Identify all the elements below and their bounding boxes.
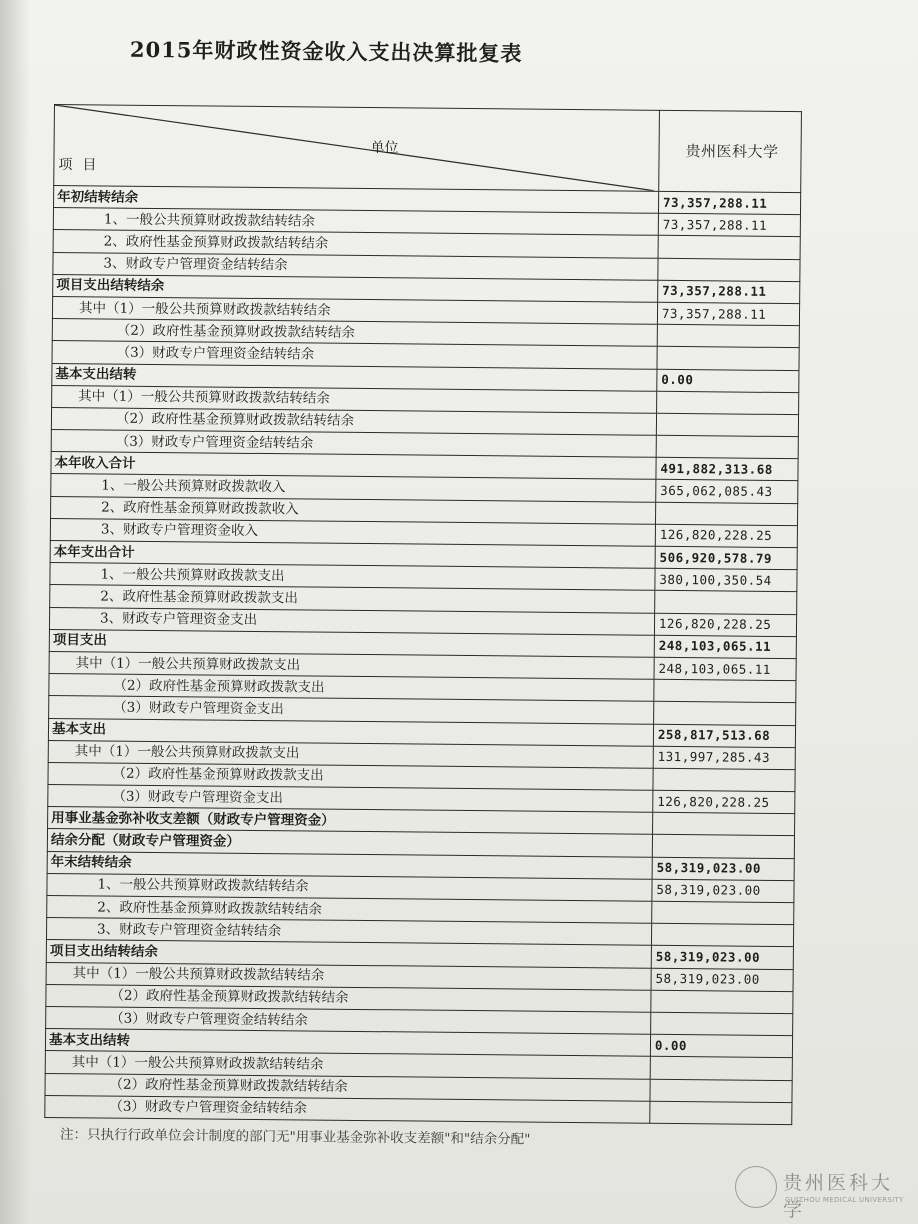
row-label: （2）政府性基金预算财政拨款支出 <box>49 674 654 702</box>
row-label: 年初结转结余 <box>54 186 659 214</box>
row-value <box>657 347 799 371</box>
row-label: 3、财政专户管理资金支出 <box>49 607 654 635</box>
row-label: 项目支出结转结余 <box>46 940 651 968</box>
row-label: 用事业基金弥补收支差额（财政专户管理资金） <box>48 807 653 835</box>
row-value <box>653 702 795 726</box>
page-title: 2015年财政性资金收入支出决算批复表 <box>129 36 523 66</box>
row-label: （2）政府性基金预算财政拨款结转结余 <box>52 319 657 347</box>
row-label: 1、一般公共预算财政拨款结转结余 <box>47 873 652 901</box>
row-value <box>653 768 795 792</box>
row-label: （2）政府性基金预算财政拨款支出 <box>48 762 653 790</box>
budget-table-wrapper <box>44 104 802 1125</box>
header-item-label: 项目 <box>58 157 107 174</box>
row-value: 0.00 <box>650 1034 792 1058</box>
watermark-name: 贵州医科大学 <box>783 1172 894 1221</box>
row-label: 其中（1）一般公共预算财政拨款支出 <box>49 651 654 679</box>
row-value: 380,100,350.54 <box>655 568 797 592</box>
row-value <box>652 901 794 925</box>
row-label: （3）财政专户管理资金结转结余 <box>51 430 656 458</box>
row-label: （2）政府性基金预算财政拨款结转结余 <box>45 1073 650 1101</box>
row-label: 项目支出结转结余 <box>53 274 658 302</box>
row-value: 126,820,228.25 <box>654 613 796 637</box>
row-value <box>652 835 794 859</box>
row-value <box>656 391 798 415</box>
footnote: 注：只执行行政单位会计制度的部门无"用事业基金弥补收支差额"和"结余分配" <box>59 1126 531 1148</box>
row-value: 73,357,288.11 <box>657 302 799 326</box>
row-value <box>652 813 794 837</box>
row-label: （3）财政专户管理资金支出 <box>48 785 653 813</box>
row-value <box>650 1079 792 1103</box>
row-value: 126,820,228.25 <box>653 790 795 814</box>
row-value <box>656 435 798 459</box>
budget-table <box>44 104 802 1125</box>
header-diagonal-line <box>54 105 655 191</box>
row-label: 其中（1）一般公共预算财政拨款结转结余 <box>52 385 657 413</box>
row-value <box>650 1057 792 1081</box>
table-body <box>45 186 801 1125</box>
row-value: 0.00 <box>657 369 799 393</box>
row-value: 58,319,023.00 <box>651 968 793 992</box>
row-label: 2、政府性基金预算财政拨款结转结余 <box>47 895 652 923</box>
row-value <box>651 990 793 1014</box>
row-value <box>650 1101 792 1125</box>
row-label: 1、一般公共预算财政拨款收入 <box>51 474 656 502</box>
row-value: 58,319,023.00 <box>652 879 794 903</box>
row-label: 1、一般公共预算财政拨款结转结余 <box>53 208 658 236</box>
row-label: 其中（1）一般公共预算财政拨款支出 <box>48 740 653 768</box>
row-label: 本年收入合计 <box>51 452 656 480</box>
row-label: 3、财政专户管理资金结转结余 <box>53 252 658 280</box>
header-unit-label: 单位 <box>370 140 399 157</box>
row-label: （2）政府性基金预算财政拨款结转结余 <box>51 407 656 435</box>
row-label: 其中（1）一般公共预算财政拨款结转结余 <box>46 962 651 990</box>
row-value: 73,357,288.11 <box>658 191 800 215</box>
row-label: 基本支出结转 <box>52 363 657 391</box>
row-label: 1、一般公共预算财政拨款支出 <box>50 563 655 591</box>
page-edge-shadow <box>0 0 30 1224</box>
row-value <box>655 502 797 526</box>
row-value <box>657 324 799 348</box>
row-value: 73,357,288.11 <box>658 280 800 304</box>
row-label: 本年支出合计 <box>50 540 655 568</box>
row-value: 58,319,023.00 <box>651 946 793 970</box>
row-value: 73,357,288.11 <box>658 213 800 237</box>
row-label: （2）政府性基金预算财政拨款结转结余 <box>46 984 651 1012</box>
row-label: 2、政府性基金预算财政拨款支出 <box>50 585 655 613</box>
row-value: 491,882,313.68 <box>656 458 798 482</box>
university-watermark <box>735 1162 905 1221</box>
row-label: 3、财政专户管理资金结转结余 <box>46 918 651 946</box>
row-value <box>651 1012 793 1036</box>
row-value <box>655 591 797 615</box>
row-value: 58,319,023.00 <box>652 857 794 881</box>
row-value <box>656 413 798 437</box>
row-label: 其中（1）一般公共预算财政拨款结转结余 <box>52 296 657 324</box>
row-value: 248,103,065.11 <box>654 635 796 659</box>
row-label: 年末结转结余 <box>47 851 652 879</box>
row-label: 2、政府性基金预算财政拨款结转结余 <box>53 230 658 258</box>
row-value: 506,920,578.79 <box>655 546 797 570</box>
row-label: 基本支出 <box>48 718 653 746</box>
row-label: （3）财政专户管理资金结转结余 <box>52 341 657 369</box>
row-label: （3）财政专户管理资金结转结余 <box>46 1006 651 1034</box>
table-header-row <box>54 105 802 193</box>
row-value <box>658 258 800 282</box>
row-label: 2、政府性基金预算财政拨款收入 <box>51 496 656 524</box>
row-label: 基本支出结转 <box>45 1029 650 1057</box>
row-label: 3、财政专户管理资金收入 <box>50 518 655 546</box>
row-value: 365,062,085.43 <box>656 480 798 504</box>
header-diagonal-cell <box>54 105 660 192</box>
row-value <box>651 923 793 947</box>
row-label: （3）财政专户管理资金支出 <box>49 696 654 724</box>
row-label: 其中（1）一般公共预算财政拨款结转结余 <box>45 1051 650 1079</box>
row-value: 126,820,228.25 <box>655 524 797 548</box>
row-value <box>658 236 800 260</box>
row-value: 248,103,065.11 <box>654 657 796 681</box>
row-value: 131,997,285.43 <box>653 746 795 770</box>
watermark-subtitle: GUIZHOU MEDICAL UNIVERSITY <box>785 1196 904 1204</box>
row-value <box>654 679 796 703</box>
row-label: （3）财政专户管理资金结转结余 <box>45 1095 650 1123</box>
header-school-name: 贵州医科大学 <box>659 110 802 192</box>
row-label: 项目支出 <box>49 629 654 657</box>
row-value: 258,817,513.68 <box>653 724 795 748</box>
university-emblem-icon <box>735 1166 777 1208</box>
row-label: 结余分配（财政专户管理资金） <box>47 829 652 857</box>
